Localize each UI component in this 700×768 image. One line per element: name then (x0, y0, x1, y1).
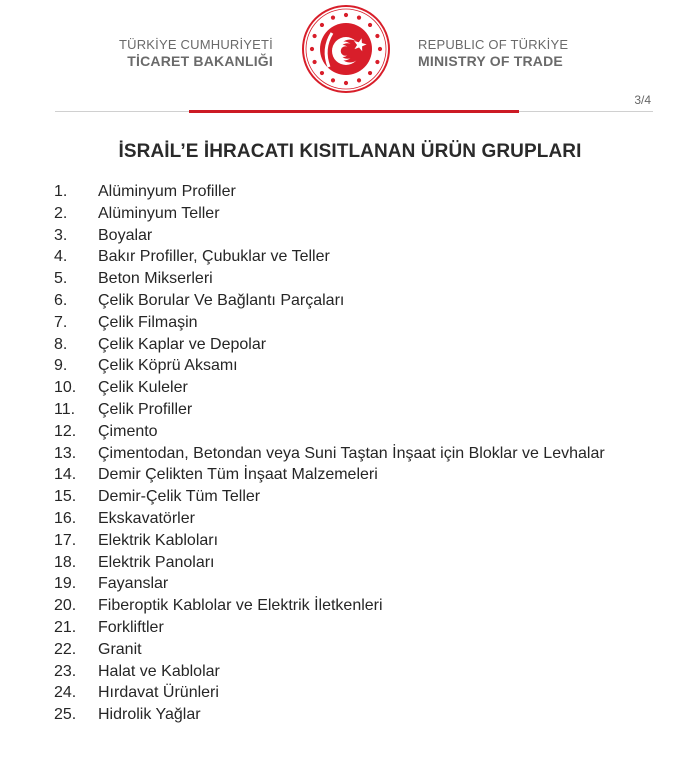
list-item-number: 2. (54, 204, 68, 222)
list-item-text: Çelik Kuleler (98, 379, 188, 397)
list-item-text: Forkliftler (98, 618, 164, 636)
page-number: 3/4 (634, 93, 651, 107)
list-item-text: Boyalar (98, 226, 153, 244)
list-item (54, 682, 654, 704)
list-item (54, 573, 654, 595)
list-item-text: Granit (98, 640, 142, 658)
org-line-2-tr: TİCARET BAKANLIĞI (127, 53, 273, 69)
list-item-number: 8. (54, 335, 68, 353)
list-item (54, 225, 654, 247)
list-item (54, 639, 654, 661)
list-item-text: Halat ve Kablolar (98, 662, 220, 680)
product-group-list (54, 181, 654, 726)
list-item (54, 399, 654, 421)
list-item-text: Beton Mikserleri (98, 270, 213, 288)
list-item-number: 7. (54, 313, 68, 331)
list-item-text: Çelik Kaplar ve Depolar (98, 335, 267, 353)
list-item-number: 20. (54, 597, 77, 615)
list-item-number: 15. (54, 488, 77, 506)
list-item (54, 661, 654, 683)
list-item-number: 4. (54, 248, 68, 266)
list-item-text: Demir-Çelik Tüm Teller (98, 488, 261, 506)
list-item-text: Çimentodan, Betondan veya Suni Taştan İnşaat için Bloklar ve Levhalar (98, 444, 605, 462)
list-item-number: 11. (54, 400, 76, 418)
document-header (0, 0, 700, 110)
list-item (54, 464, 654, 486)
list-item-text: Demir Çelikten Tüm İnşaat Malzemeleri (98, 466, 378, 484)
list-item (54, 181, 654, 203)
list-item-number: 17. (54, 531, 77, 549)
org-name-turkish (98, 36, 273, 70)
list-item-text: Elektrik Panoları (98, 553, 215, 571)
list-item-number: 1. (54, 183, 68, 200)
ministry-seal-icon (302, 5, 390, 93)
list-item-text: Çimento (98, 422, 158, 440)
list-item-number: 14. (54, 466, 77, 484)
list-item (54, 508, 654, 530)
list-item-text: Bakır Profiller, Çubuklar ve Teller (98, 248, 330, 266)
list-item-text: Elektrik Kabloları (98, 531, 219, 549)
list-item-number: 5. (54, 270, 68, 288)
list-item-text: Alüminyum Profiller (98, 183, 236, 200)
list-item-text: Çelik Filmaşin (98, 313, 198, 331)
list-item (54, 704, 654, 726)
list-item-number: 21. (54, 618, 77, 636)
list-item-number: 22. (54, 640, 77, 658)
list-item (54, 552, 654, 574)
list-item (54, 312, 654, 334)
list-item (54, 334, 654, 356)
list-item (54, 290, 654, 312)
list-item-number: 19. (54, 575, 77, 593)
list-item-text: Çelik Köprü Aksamı (98, 357, 238, 375)
document-title: İSRAİL’E İHRACATI KISITLANAN ÜRÜN GRUPLARI (118, 141, 582, 162)
list-item-number: 24. (54, 684, 77, 702)
list-item (54, 355, 654, 377)
list-item-number: 6. (54, 291, 68, 309)
list-item-number: 23. (54, 662, 77, 680)
list-item-text: Fiberoptik Kablolar ve Elektrik İletkenleri (98, 597, 383, 615)
list-item-text: Fayanslar (98, 575, 169, 593)
list-item-number: 25. (54, 706, 77, 724)
list-item (54, 421, 654, 443)
list-item-text: Alüminyum Teller (98, 204, 220, 222)
list-item (54, 203, 654, 225)
list-item-text: Çelik Borular Ve Bağlantı Parçaları (98, 291, 345, 309)
list-item-number: 13. (54, 444, 77, 462)
list-item-number: 3. (54, 226, 68, 244)
list-item-text: Çelik Profiller (98, 400, 193, 418)
list-item-number: 16. (54, 509, 77, 527)
list-item (54, 486, 654, 508)
header-accent-bar (189, 110, 519, 113)
list-item (54, 617, 654, 639)
list-item (54, 246, 654, 268)
list-item (54, 595, 654, 617)
list-item-number: 10. (54, 379, 77, 397)
org-line-1-tr: TÜRKİYE CUMHURİYETİ (118, 37, 273, 52)
list-item-number: 18. (54, 553, 77, 571)
list-item (54, 530, 654, 552)
list-item (54, 268, 654, 290)
list-item-number: 12. (54, 422, 77, 440)
list-item (54, 443, 654, 465)
list-item (54, 377, 654, 399)
org-line-1-en: REPUBLIC OF TÜRKİYE (418, 37, 569, 52)
list-item-number: 9. (54, 357, 68, 375)
org-name-english (418, 36, 618, 70)
list-item-text: Hidrolik Yağlar (98, 706, 201, 724)
list-item-text: Hırdavat Ürünleri (98, 684, 219, 702)
org-line-2-en: MINISTRY OF TRADE (418, 53, 563, 69)
list-item-text: Ekskavatörler (98, 509, 195, 527)
